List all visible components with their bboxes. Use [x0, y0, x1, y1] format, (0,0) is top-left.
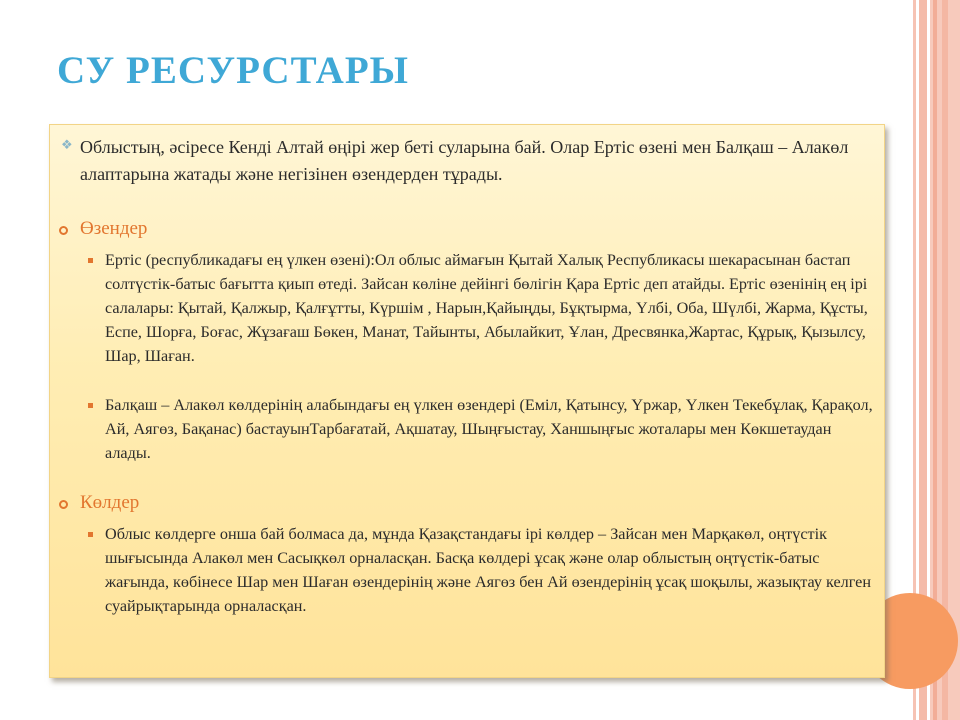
- section-heading-rivers: Өзендер: [80, 218, 148, 239]
- intro-paragraph: Облыстың, әсіресе Кенді Алтай өңірі жер беті суларына бай. Олар Ертіс өзені мен Балқаш – Алакөл алаптарына жатады және негізінен өзендерден тұрады.: [80, 137, 849, 184]
- list-item: Ертіс (республикадағы ең үлкен өзені):Ол облыс аймағын Қытай Халық Республикасы шекарасынан бастап солтүстік-батыс бағытта қиып өтеді. Зайсан көліне дейінгі бөлігін Қара Ертіс деп атайды. Ертіс өзенінің ең ірі салалары: Қытай, Қалжыр, Қалғұтты, Күршім , Нарын,Қайыңды, Бұқтырма, Үлбі, Оба, Шүлбі, Жарма, Құсты, Еспе, Шорға, Боғас, Жұзағаш Бөкен, Манат, Тайынты, Абылайкит, Ұлан, Дресвянка,Жартас, Құрық, Қызылсу, Шар, Шаған.: [105, 251, 868, 365]
- list-item: Облыс көлдерге онша бай болмаса да, мұнда Қазақстандағы ірі көлдер – Зайсан мен Марқакөл, оңтүстік шығысында Алакөл мен Сасықкөл орналасқан. Басқа көлдері ұсақ және олар облыстың оңтүстік-батыс жағында, көбінесе Шар мен Шаған өзендерінің және Аягөз бен Ай өзендерінің ұсақ шоқылы, жазықтау келген суайрықтарында орналасқан.: [105, 525, 871, 615]
- list-item: Балқаш – Алакөл көлдерінің алабындағы ең үлкен өзендері (Еміл, Қатынсу, Үржар, Үлкен Текебұлақ, Қарақол, Ай, Аягөз, Бақанас) бастауынТарбағатай, Ақшатау, Шыңғыстау, Ханшыңғыс жоталары мен Көкшетаудан алады.: [105, 396, 873, 462]
- circle-bullet-icon: [59, 500, 68, 509]
- circle-bullet-icon: [59, 226, 68, 235]
- slide-title: СУ РЕСУРСТАРЫ: [57, 49, 409, 92]
- square-bullet-icon: [88, 403, 93, 408]
- section-heading-lakes: Көлдер: [80, 492, 140, 513]
- diamond-bullet-icon: ❖: [61, 137, 73, 152]
- square-bullet-icon: [88, 258, 93, 263]
- square-bullet-icon: [88, 532, 93, 537]
